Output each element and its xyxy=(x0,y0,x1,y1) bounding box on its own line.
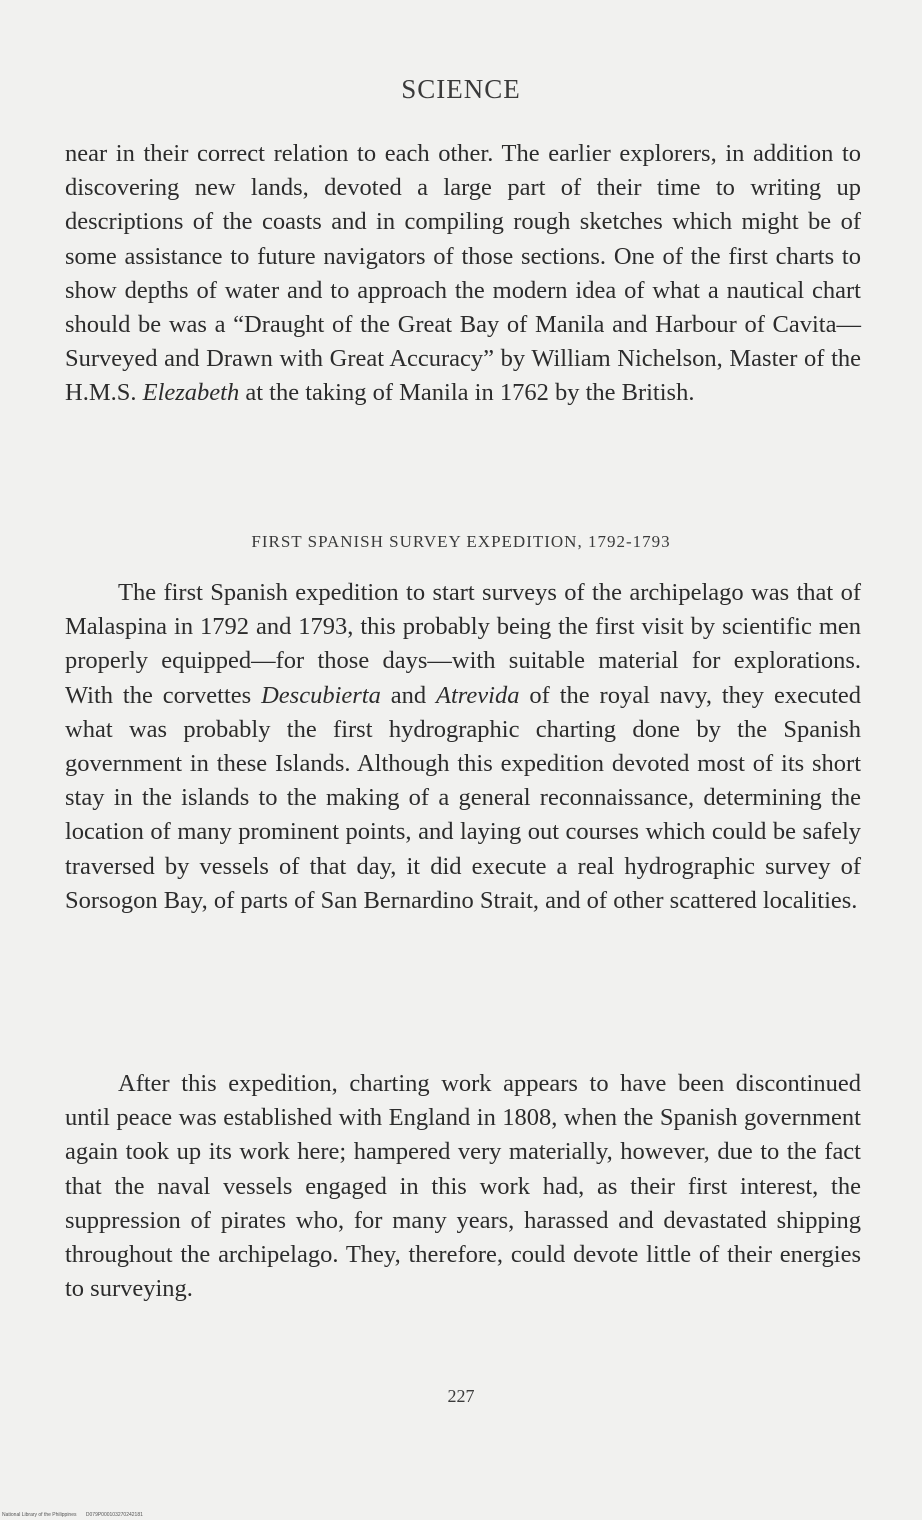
paragraph-1-text: near in their correct relation to each other. The earlier explorers, in addition to discovering new lands, devoted a large part of their time to writing up descriptions of the coasts and in compiling rough sketches which might be of some assistance to future navigators of those sections. One of the first charts to show depths of water and to approach the modern idea of what a nautical chart should be was a “Draught of the Great Bay of Manila and Harbour of Cavita—Surveyed and Drawn with Great Accuracy” by William Nichelson, Master of the H.M.S. xyxy=(65,140,861,407)
paragraph-1-text-end: at the taking of Manila in 1762 by the British. xyxy=(239,379,695,407)
paragraph-2-text-end: of the royal navy, they executed what was probably the first hydrographic charting done by the Spanish government in these Islands. Although this expedition devoted most of its short stay in the islands to the making of a general reconnaissance, determining the location of many prominent points, and laying out courses which could be safely traversed by vessels of that day, it did execute a real hydrographic survey of Sorsogon Bay, of parts of San Bernardino Strait, and of other scattered localities. xyxy=(65,681,861,914)
footer-library-name: National Library of the Philippines xyxy=(2,1512,77,1518)
running-head: SCIENCE xyxy=(401,74,521,104)
paragraph-2-text: The first Spanish expedition to start surveys of the archipelago was that of Malaspina in 1792 and 1793, this probably being the first visit by scientific men properly equipped—for those days—with suitable material for explorations. With the corvettes xyxy=(65,579,861,709)
paragraph-2-conjunction: and xyxy=(380,681,437,709)
ship-name-atrevida: Atrevida xyxy=(436,681,520,709)
ship-name-elezabeth: Elezabeth xyxy=(142,379,240,407)
library-footer xyxy=(2,1512,151,1518)
section-heading: FIRST SPANISH SURVEY EXPEDITION, 1792-1793 xyxy=(251,532,671,551)
paragraph-1 xyxy=(65,137,861,411)
paragraph-2 xyxy=(65,576,861,918)
page-number: 227 xyxy=(447,1386,475,1406)
ship-name-descubierta: Descubierta xyxy=(261,681,381,709)
paragraph-3: After this expedition, charting work appears to have been discontinued until peace was established with England in 1808, when the Spanish government again took up its work here; hampered very materially, however, due to the fact that the naval vessels engaged in this work had, as their first interest, the suppression of pirates who, for many years, harassed and devastated shipping throughout the archipelago. They, therefore, could devote little of their energies to surveying. xyxy=(65,1070,861,1303)
footer-identifier: D079P000103270242181 xyxy=(85,1512,143,1518)
